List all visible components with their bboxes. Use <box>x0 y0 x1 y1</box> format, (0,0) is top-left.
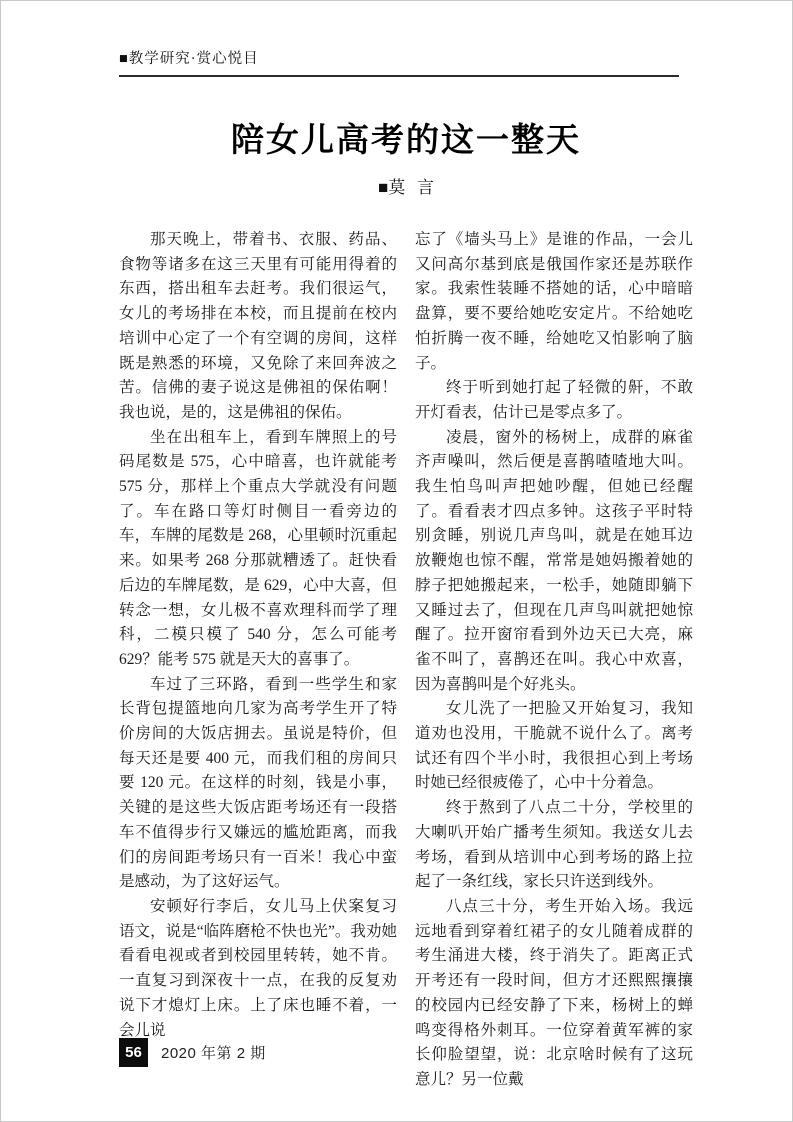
paragraph: 终于听到她打起了轻微的鼾，不敢开灯看表，估计已是零点多了。 <box>415 379 693 421</box>
paragraph: 终于熬到了八点二十分，学校里的大喇叭开始广播考生须知。我送女儿去考场，看到从培训中心到考场的路上拉起了一条红线，家长只许送到线外。 <box>415 799 693 891</box>
paragraph: 安顿好行李后，女儿马上伏案复习语文，说是“临阵磨枪不快也光”。我劝她看看电视或者到校园里转转，她不肯。一直复习到深夜十一点，在我的反复劝说下才熄灯上床。上了床也睡不着，一会儿说 <box>119 897 397 1039</box>
page-footer <box>119 1038 266 1067</box>
article-author: ■莫 言 <box>378 178 434 197</box>
paragraph: 凌晨，窗外的杨树上，成群的麻雀齐声噪叫，然后便是喜鹊喳喳地大叫。我生怕鸟叫声把她吵醒，但她已经醒了。看看表才四点多钟。这孩子平时特别贪睡，别说几声鸟叫，就是在她耳边放鞭炮也惊不醒，常常是她妈搬着她的脖子把她搬起来，一松手，她随即躺下又睡过去了，但现在几声鸟叫就把她惊醒了。拉开窗帘看到外边天已大亮，麻雀不叫了，喜鹊还在叫。我心中欢喜，因为喜鹊叫是个好兆头。 <box>415 428 693 693</box>
article-body <box>119 228 693 1093</box>
paragraph: 八点三十分，考生开始入场。我远远地看到穿着红裙子的女儿随着成群的考生涌进大楼，终于消失了。距离正式开考还有一段时间，但方才还熙熙攘攘的校园内已经安静了下来，杨树上的蝉鸣变得格外刺耳。一位穿着黄军裤的家长仰脸望望，说：北京啥时候有了这玩意儿？另一位戴 <box>415 897 693 1088</box>
article-title: 陪女儿高考的这一整天 <box>231 121 581 158</box>
section-header <box>119 47 679 77</box>
paragraph: 女儿洗了一把脸又开始复习，我知道劝也没用，干脆就不说什么了。离考试还有四个半小时，我很担心到上考场时她已经很疲倦了，心中十分着急。 <box>415 700 693 792</box>
section-header-label: ■教学研究·赏心悦目 <box>119 51 259 67</box>
left-column <box>119 228 397 1093</box>
paragraph: 那天晚上，带着书、衣服、药品、食物等诸多在这三天里有可能用得着的东西，搭出租车去赶考。我们很运气，女儿的考场排在本校，而且提前在校内培训中心定了一个有空调的房间，这样既是熟悉的环境，又免除了来回奔波之苦。信佛的妻子说这是佛祖的保佑啊！我也说，是的，这是佛祖的保佑。 <box>119 231 397 421</box>
right-column <box>415 228 693 1093</box>
paragraph: 坐在出租车上，看到车牌照上的号码尾数是 575，心中暗喜，也许就能考 575 分，那样上个重点大学就没有问题了。车在路口等灯时侧目一看旁边的车，车牌的尾数是 268，心里顿时沉重起来。如果考 268 分那就糟透了。赶快看后边的车牌尾数，是 629，心中大喜，但转念一想，女儿极不喜欢理科而学了理科，二模只模了 540 分，怎么可能考 629？能考 575 就是天大的喜事了。 <box>119 428 397 668</box>
paragraph: 车过了三环路，看到一些学生和家长背包提篮地向几家为高考学生开了特价房间的大饭店拥去。虽说是特价，但每天还是要 400 元，而我们租的房间只要 120 元。在这样的时刻，钱是小事，关键的是这些大饭店距考场还有一段搭车不值得步行又嫌远的尴尬距离，而我们的房间距考场只有一百米！我心中蛮是感动，为了这好运气。 <box>119 675 397 891</box>
paragraph-continuation: 忘了《墙头马上》是谁的作品，一会儿又问高尔基到底是俄国作家还是苏联作家。我索性装睡不搭她的话，心中暗暗盘算，要不要给她吃安定片。不给她吃怕折腾一夜不睡，给她吃又怕影响了脑子。 <box>415 231 693 372</box>
page-number-badge: 56 <box>119 1038 148 1067</box>
page-content <box>119 47 693 1093</box>
issue-label: 2020 年第 2 期 <box>161 1045 266 1062</box>
